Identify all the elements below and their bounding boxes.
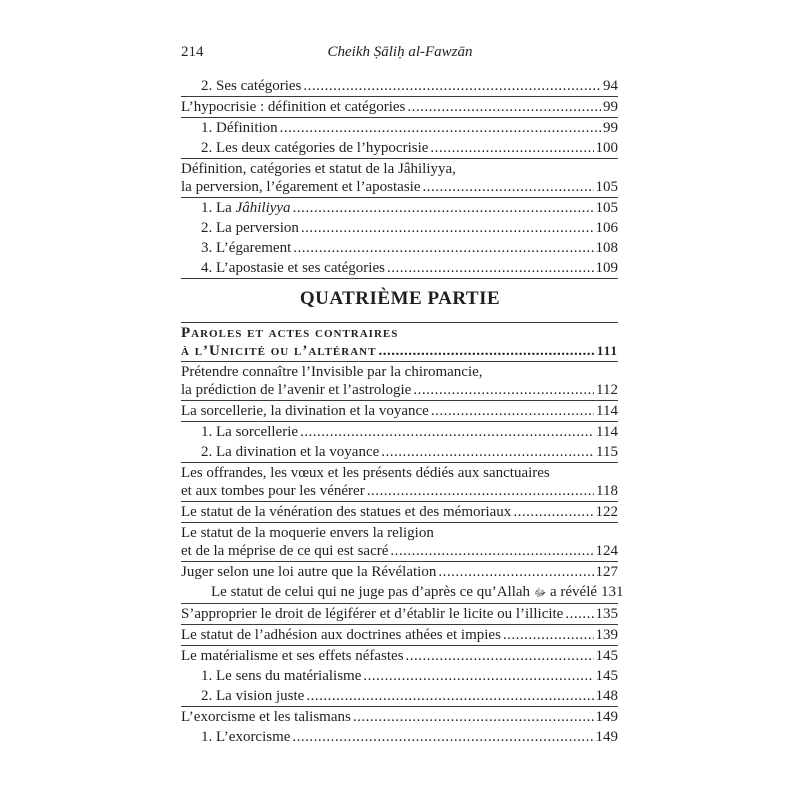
toc-entry-title: L’hypocrisie : définition et catégories <box>181 99 406 115</box>
toc-entry-page: 114 <box>596 403 618 419</box>
leader-dots <box>413 381 594 399</box>
toc-entry-page: 135 <box>595 606 618 622</box>
toc-section-b <box>181 322 624 747</box>
toc-entry <box>181 666 618 686</box>
leader-dots <box>431 402 594 420</box>
leader-dots <box>280 119 601 137</box>
toc-entry-title: et aux tombes pour les vénérer <box>181 483 365 499</box>
toc-entry-title-line1: Le statut de la moquerie envers la religion <box>181 525 434 541</box>
toc-entry <box>181 96 618 118</box>
toc-entry-page: 118 <box>596 483 618 499</box>
toc-entry-page: 149 <box>595 709 618 725</box>
toc-entry-title: 1. Définition <box>201 120 278 136</box>
part-heading: QUATRIÈME PARTIE <box>299 288 501 309</box>
toc-entry <box>181 707 618 727</box>
leader-dots <box>367 482 594 500</box>
leader-dots <box>293 199 594 217</box>
leader-dots <box>306 687 593 705</box>
toc-entry-page: 115 <box>596 444 618 460</box>
leader-dots <box>292 728 593 746</box>
toc-entry <box>181 442 618 463</box>
toc-entry <box>181 76 618 96</box>
toc-entry-page: 99 <box>603 120 618 136</box>
toc-entry <box>181 138 618 159</box>
toc-entry <box>181 604 618 625</box>
toc-entry-title: 2. Les deux catégories de l’hypocrisie <box>201 140 429 156</box>
toc-entry-page: 99 <box>603 99 618 115</box>
toc-entry <box>181 502 618 523</box>
running-head: Cheikh Ṣāliḥ al-Fawzān <box>327 44 473 60</box>
leader-dots <box>565 605 593 623</box>
toc-entry-page: 145 <box>595 668 618 684</box>
leader-dots <box>406 647 594 665</box>
toc-entry-title-italic: Jâhiliyya <box>235 200 291 216</box>
toc-entry-page: 105 <box>595 179 618 195</box>
toc-entry-title: 1. Le sens du matérialisme <box>201 668 362 684</box>
toc-entry <box>181 523 618 562</box>
toc-entry <box>181 422 618 442</box>
leader-dots <box>407 98 601 116</box>
leader-dots <box>293 239 593 257</box>
toc-entry-title: 2. La divination et la voyance <box>201 444 380 460</box>
toc-entry-title: Le statut de la vénération des statues et des mémoriaux <box>181 504 512 520</box>
leader-dots <box>353 708 594 726</box>
toc-entry-title: Le matérialisme et ses effets néfastes <box>181 648 404 664</box>
leader-dots <box>438 563 593 581</box>
toc-entry-page: 100 <box>595 140 618 156</box>
toc-entry-title-line1: Les offrandes, les vœux et les présents dédiés aux sanctuaires <box>181 465 550 481</box>
toc-entry-title: et de la méprise de ce qui est sacré <box>181 543 389 559</box>
toc-entry-title: 2. La perversion <box>201 220 299 236</box>
toc-entry <box>181 362 618 401</box>
leader-dots <box>387 259 594 277</box>
toc-entry <box>181 401 618 422</box>
toc-entry-page: 108 <box>595 240 618 256</box>
leader-dots <box>301 219 594 237</box>
toc-entry <box>181 463 618 502</box>
toc-entry <box>181 646 618 666</box>
leader-dots <box>300 423 594 441</box>
toc-entry <box>181 258 618 279</box>
honorific-symbol: ﷻ <box>533 586 547 599</box>
toc-entry-page: 127 <box>595 564 618 580</box>
leader-dots <box>430 139 593 157</box>
toc-entry-title: la prédiction de l’avenir et l’astrologie <box>181 382 412 398</box>
toc-entry-title: 2. La vision juste <box>201 688 305 704</box>
toc-entry-title-line1: Paroles et actes contraires <box>181 325 399 341</box>
toc-entry-title: 2. Ses catégories <box>201 78 302 94</box>
leader-dots <box>390 542 593 560</box>
toc-entry <box>181 322 618 362</box>
leader-dots <box>363 667 593 685</box>
toc-entry <box>181 238 618 258</box>
toc-entry-page: 131 <box>601 584 624 600</box>
toc-entry-title-text: Le statut de celui qui ne juge pas d’après ce qu’Allah <box>211 584 531 600</box>
toc-entry-page: 122 <box>595 504 618 520</box>
toc-entry-page: 124 <box>595 543 618 559</box>
leader-dots <box>513 503 593 521</box>
toc-entry-title: 1. L’exorcisme <box>201 729 291 745</box>
toc-entry-page: 114 <box>596 424 618 440</box>
toc-entry-page: 112 <box>596 382 618 398</box>
toc-entry-title: S’approprier le droit de légiférer et d’établir le licite ou l’illicite <box>181 606 564 622</box>
toc-entry-page: 105 <box>595 200 618 216</box>
toc-entry-title <box>201 199 291 217</box>
toc-entry-title: 3. L’égarement <box>201 240 292 256</box>
toc-entry-title: à l’Unicité ou l’altérant <box>181 343 377 359</box>
toc-entry-page: 109 <box>595 260 618 276</box>
toc-entry-title-text2: a révélé <box>549 584 598 600</box>
toc-entry-title: 4. L’apostasie et ses catégories <box>201 260 385 276</box>
toc-entry-title-text: 1. La <box>201 200 232 216</box>
toc-entry-page: 148 <box>595 688 618 704</box>
toc-entry-title <box>211 583 597 602</box>
toc-entry <box>181 727 618 747</box>
toc-entry <box>181 159 618 198</box>
page-number: 214 <box>181 44 204 60</box>
toc-entry-page: 149 <box>595 729 618 745</box>
toc-entry <box>181 198 618 218</box>
leader-dots <box>503 626 594 644</box>
toc-entry-title-line1: Prétendre connaître l’Invisible par la chiromancie, <box>181 364 483 380</box>
toc-entry <box>181 118 618 138</box>
toc-entry-title: Juger selon une loi autre que la Révélation <box>181 564 437 580</box>
toc-entry <box>181 218 618 238</box>
toc-entry-title: 1. La sorcellerie <box>201 424 299 440</box>
toc-section-a <box>181 76 618 279</box>
toc-entry-title: la perversion, l’égarement et l’apostasie <box>181 179 421 195</box>
toc-entry-page: 94 <box>603 78 618 94</box>
leader-dots <box>303 77 601 95</box>
leader-dots <box>378 342 594 360</box>
leader-dots <box>381 443 594 461</box>
toc-entry-page: 145 <box>595 648 618 664</box>
toc-entry-page: 106 <box>595 220 618 236</box>
toc-entry <box>181 686 618 707</box>
leader-dots <box>422 178 593 196</box>
toc-entry-page: 139 <box>595 627 618 643</box>
toc-entry-title: L’exorcisme et les talismans <box>181 709 351 725</box>
toc-entry <box>181 625 618 646</box>
toc-entry-title-line1: Définition, catégories et statut de la Jâhiliyya, <box>181 161 456 177</box>
toc-entry-title: Le statut de l’adhésion aux doctrines athées et impies <box>181 627 501 643</box>
toc-entry-page: 111 <box>596 343 618 358</box>
toc-entry <box>181 582 624 604</box>
toc-entry-title: La sorcellerie, la divination et la voyance <box>181 403 429 419</box>
toc-entry <box>181 562 618 582</box>
